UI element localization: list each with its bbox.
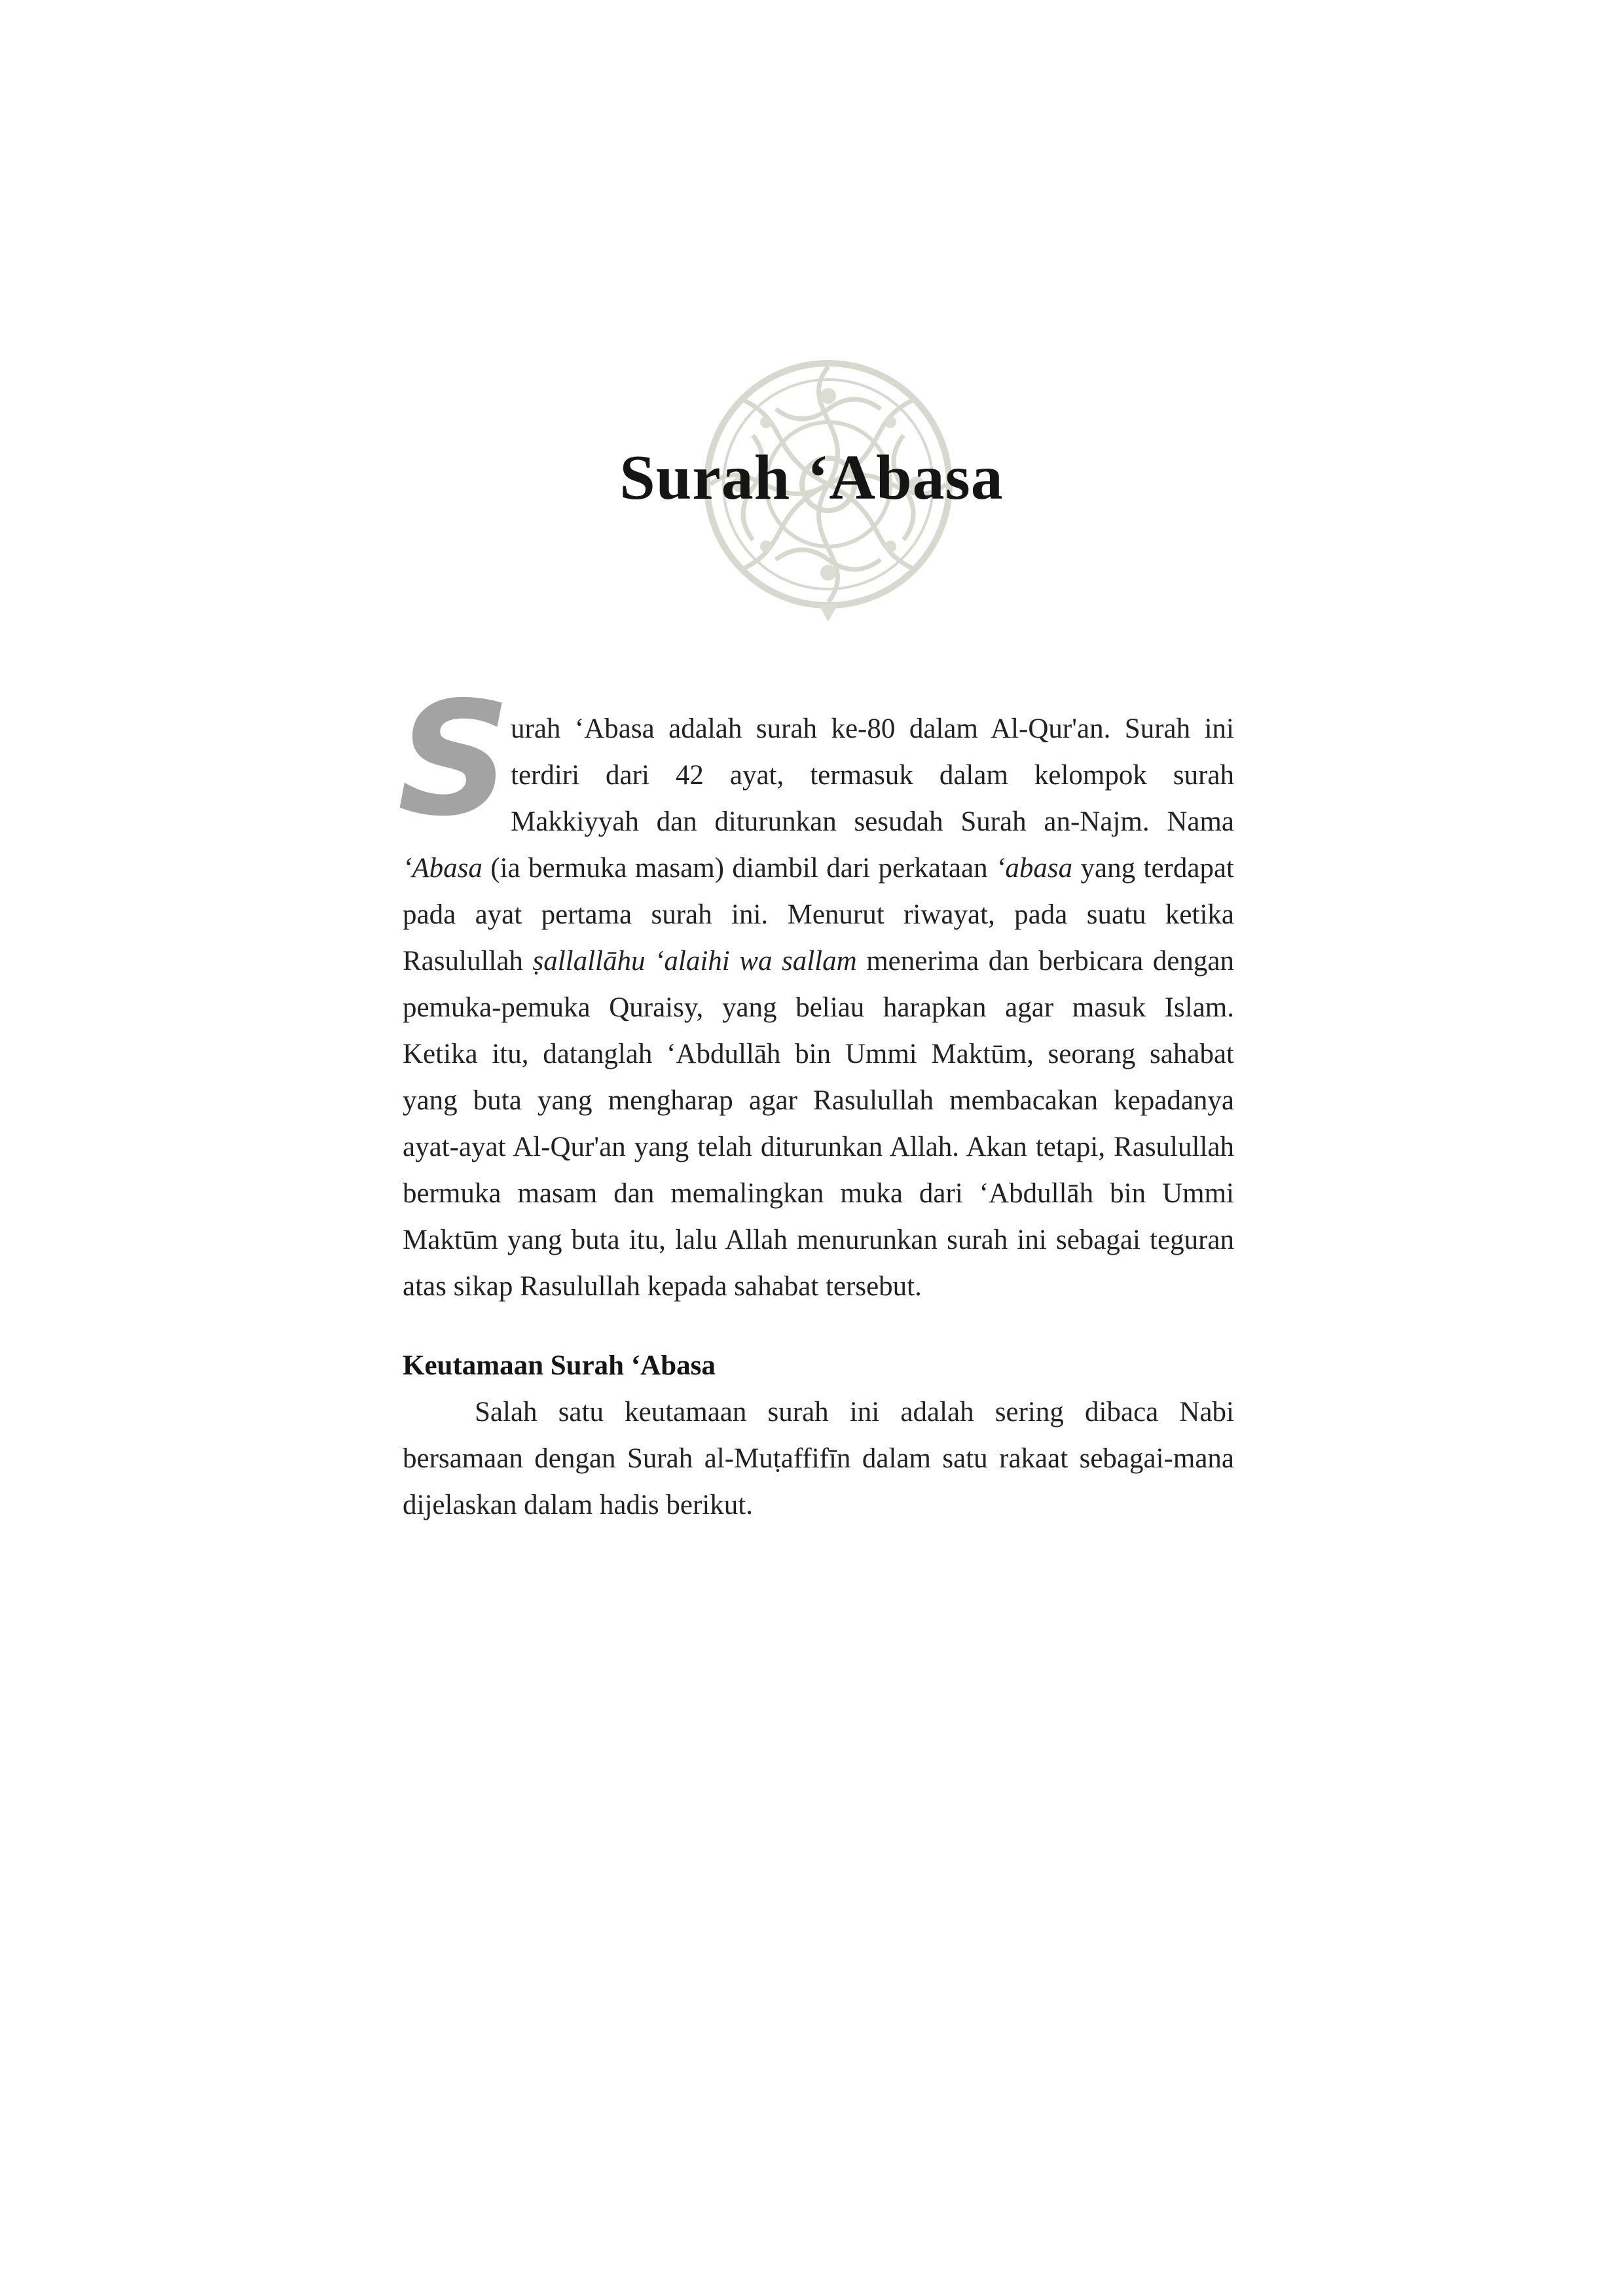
term-abasa-name: ‘Abasa [403, 853, 483, 884]
article-body [397, 668, 1234, 1528]
intro-text-1: urah ‘Abasa adalah surah ke-80 dalam Al-Qur'an. Surah ini terdiri dari 42 ayat, termasuk dalam kelompok surah Makkiyyah dan diturunkan sesudah Surah an-Najm. Nama [511, 713, 1234, 837]
section-paragraph: Salah satu keutamaan surah ini adalah sering dibaca Nabi bersamaan dengan Surah al-Muṭaffifīn dalam satu rakaat sebagai-mana dijelaskan dalam hadis berikut. [403, 1397, 1234, 1520]
intro-text-4: menerima dan berbicara dengan pemuka-pemuka Quraisy, yang beliau harapkan agar masuk Islam. Ketika itu, datanglah ‘Abdullāh bin Ummi Maktūm, seorang sahabat yang buta yang mengharap agar Rasulullah membacakan kepadanya ayat-ayat Al-Qur'an yang telah diturunkan Allah. Akan tetapi, Rasulullah bermuka masam dan memalingkan muka dari ‘Abdullāh bin Ummi Maktūm yang buta itu, lalu Allah menurunkan surah ini sebagai teguran atas sikap Rasulullah kepada sahabat tersebut. [403, 946, 1234, 1302]
intro-paragraph [397, 668, 1234, 1310]
page-title: Surah ‘Abasa [619, 442, 1004, 513]
intro-text-3: yang terdapat pada ayat pertama surah ini. Menurut riwayat, pada suatu ketika Rasulullah [403, 853, 1234, 977]
drop-cap [397, 668, 511, 851]
term-abasa-word: ‘abasa [996, 853, 1073, 884]
intro-text-2: (ia bermuka masam) diambil dari perkataan [482, 853, 996, 884]
drop-cap-letter: S [397, 668, 511, 851]
section-heading: Keutamaan Surah ‘Abasa [403, 1350, 716, 1381]
term-salawat: ṣallallāhu ‘alaihi wa sallam [532, 946, 857, 977]
